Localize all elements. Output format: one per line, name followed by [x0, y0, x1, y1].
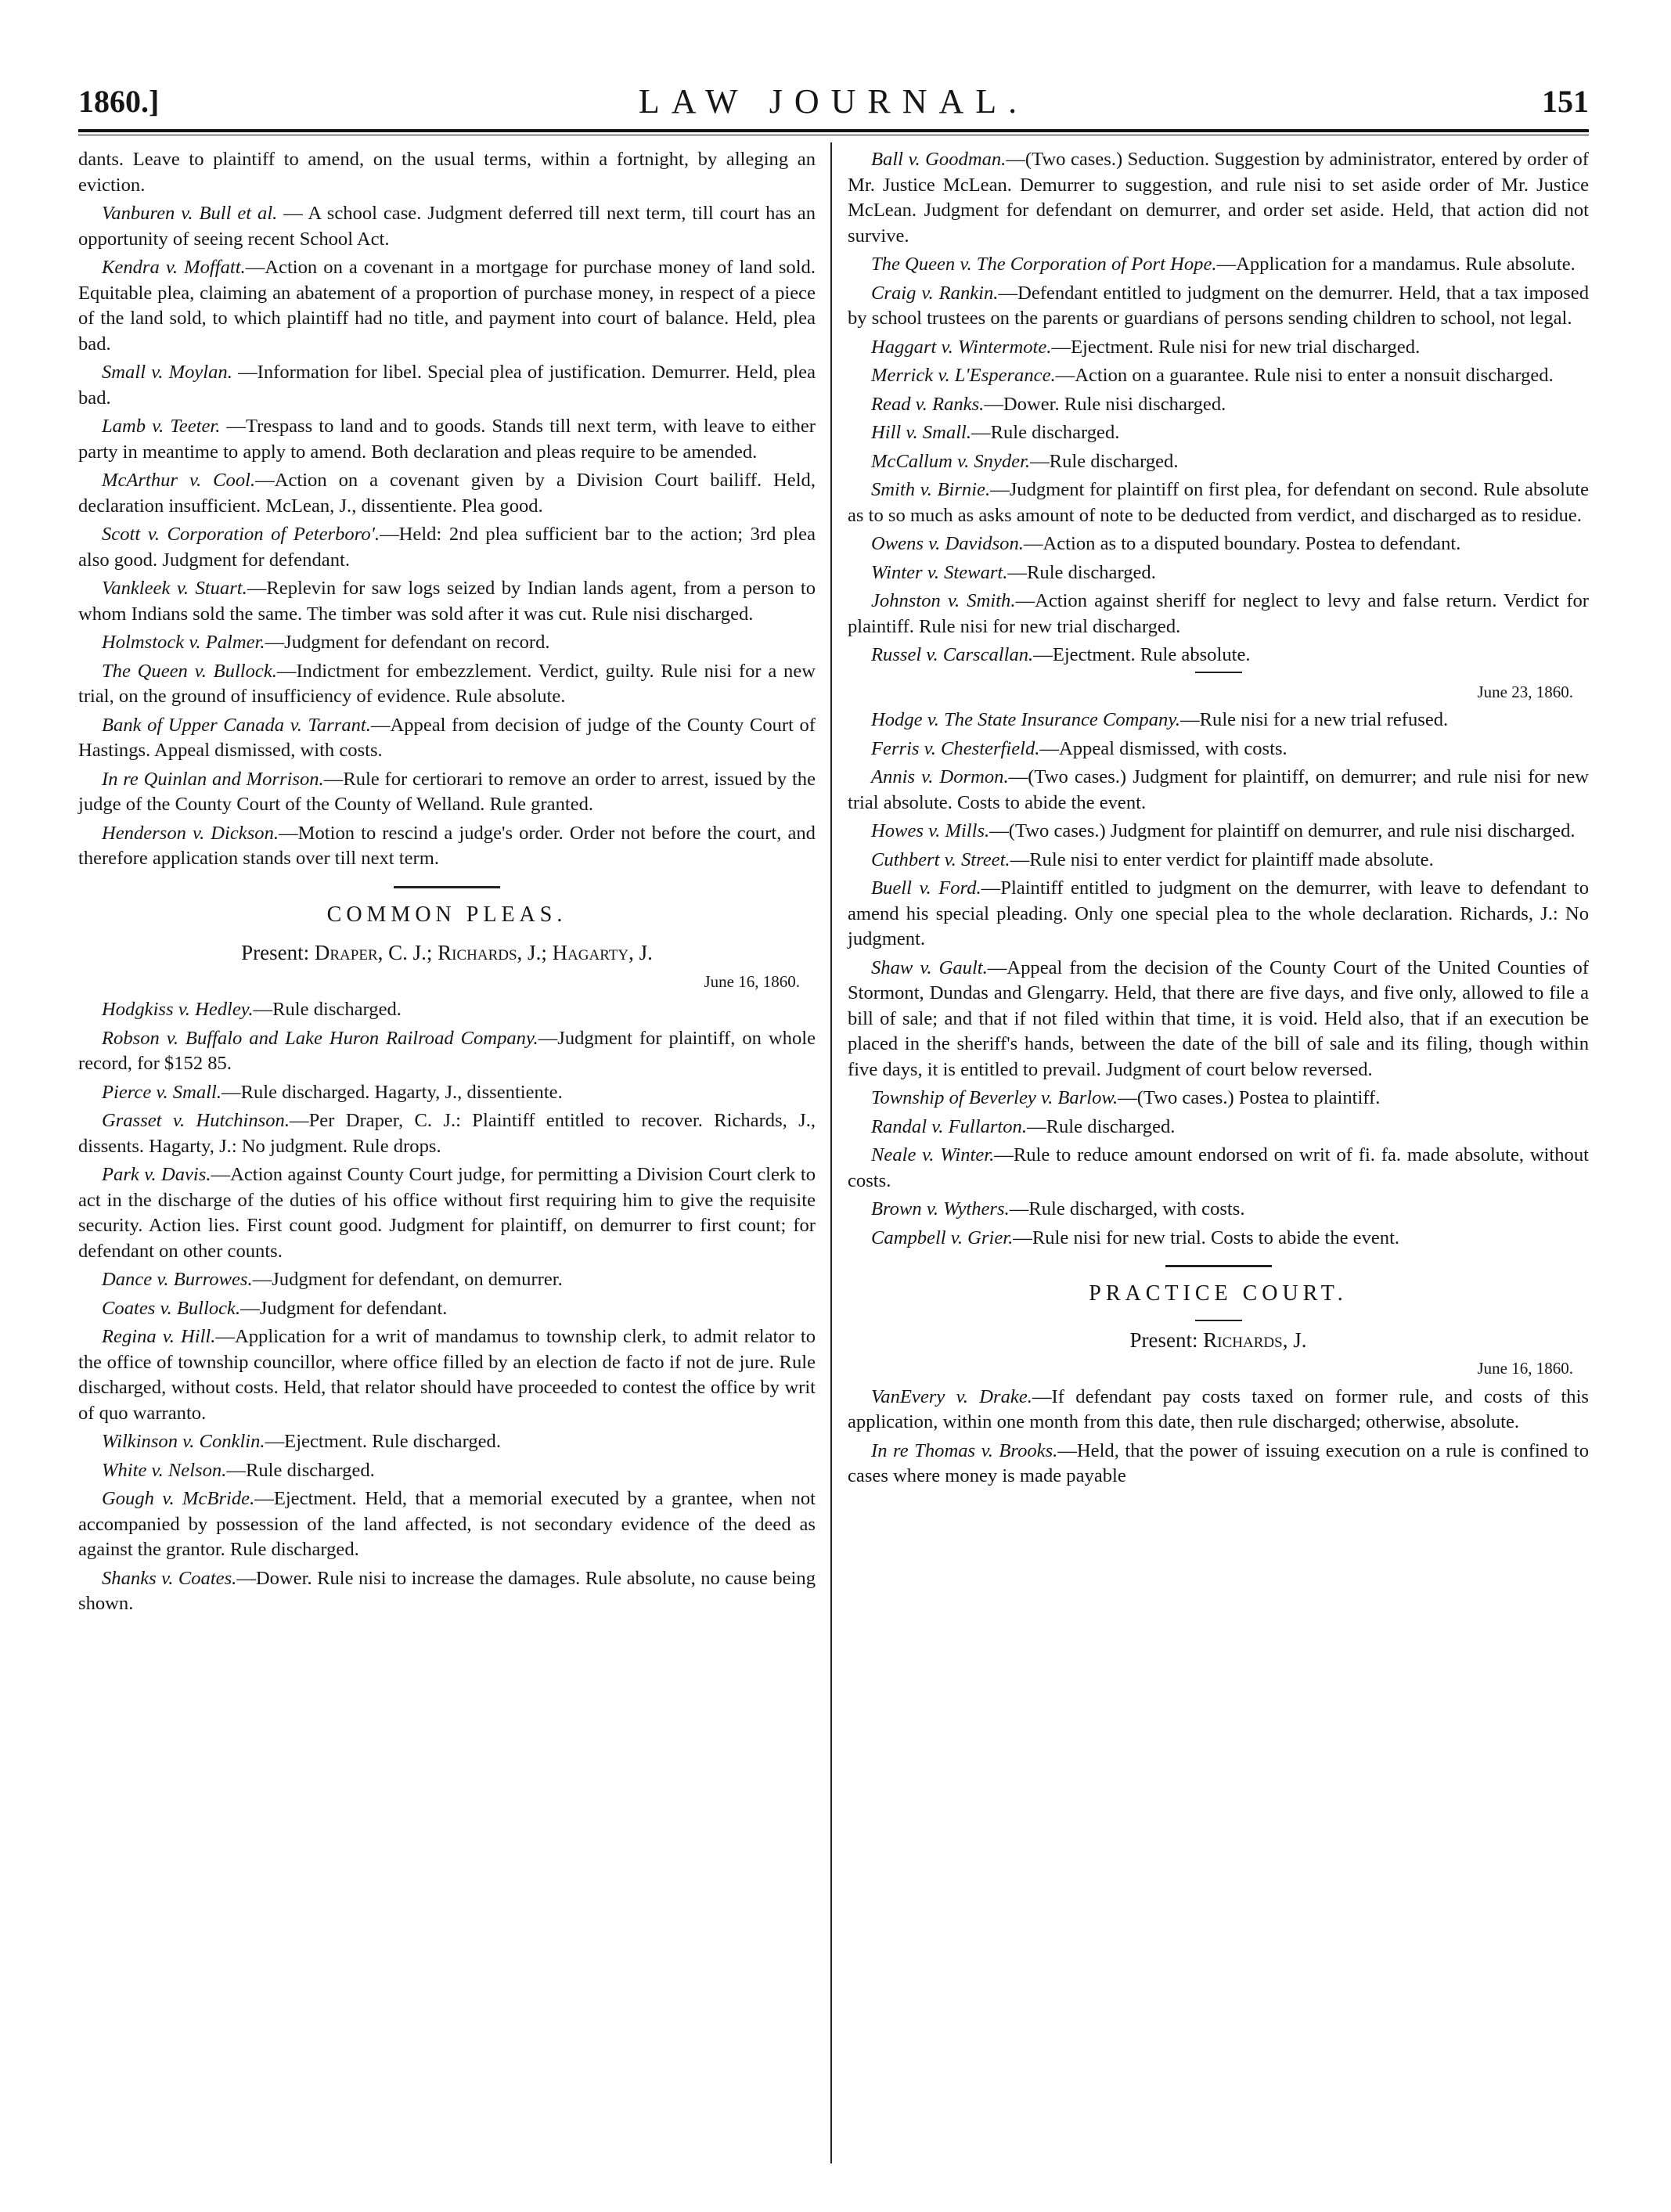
- case-text: —(Two cases.) Seduction. Suggestion by administrator, entered by order of Mr. Justice McLean. Demurrer to suggestion, and rule nisi to set aside order of Mr. Justice McLean. Judgment for defendant on demurrer, and order set aside. Held, that action did not survive.: [848, 149, 1589, 247]
- section-rule: [394, 886, 500, 888]
- case-entry: [848, 1086, 1589, 1111]
- case-entry: [78, 147, 816, 198]
- present-label: Present:: [1129, 1328, 1198, 1352]
- case-text: —Judgment for plaintiff, on whole record, for $152 85.: [78, 1027, 816, 1074]
- sitting-date-june-23: June 23, 1860.: [1477, 682, 1573, 701]
- case-name: Read v. Ranks.: [871, 393, 985, 415]
- case-text: —Judgment for defendant on record.: [265, 632, 550, 653]
- case-text: — A school case. Judgment deferred till next term, till court has an opportunity of seeing recent School Act.: [78, 203, 816, 250]
- case-entry: [78, 997, 816, 1023]
- right-column: [848, 147, 1589, 1493]
- case-name: Smith v. Birnie.: [871, 479, 991, 500]
- case-text: —Replevin for saw logs seized by Indian lands agent, from a person to whom Indians sold the same. The timber was sold after it was cut. Rule nisi discharged.: [78, 578, 816, 625]
- case-entry: [78, 1267, 816, 1293]
- case-entry: [848, 281, 1589, 332]
- case-text: —Action on a covenant in a mortgage for purchase money of land sold. Equitable plea, claiming an abatement of a proportion of purchase money, in respect of a piece of the land sold, to which plaintiff had no title, and payment into court of balance. Held, plea bad.: [78, 257, 816, 355]
- case-text: —Rule discharged, with costs.: [1009, 1198, 1245, 1219]
- present-label: Present:: [241, 941, 310, 964]
- date-rule: [1195, 672, 1242, 673]
- case-text: —Application for a mandamus. Rule absolute.: [1216, 254, 1576, 275]
- case-text: —Rule nisi for new trial. Costs to abide the event.: [1013, 1227, 1400, 1248]
- case-text: —Judgment for plaintiff on first plea, for defendant on second. Rule absolute as to so much as asks amount of note to be deducted from verdict, and discharged as to residue.: [848, 479, 1589, 526]
- case-entry: [848, 252, 1589, 278]
- case-entry: [848, 819, 1589, 845]
- case-name: Brown v. Wythers.: [871, 1198, 1010, 1219]
- case-entry: [78, 1429, 816, 1455]
- case-entry: [78, 201, 816, 252]
- column-divider: [830, 142, 832, 2163]
- case-entry: [848, 420, 1589, 446]
- title-rule: [1195, 1320, 1242, 1321]
- case-entry: [78, 1486, 816, 1563]
- june-23-cases: [848, 708, 1589, 1251]
- case-entry: [848, 1197, 1589, 1223]
- header-year: 1860.]: [78, 84, 160, 119]
- case-text: —Rule discharged.: [1030, 450, 1179, 472]
- case-name: Kendra v. Moffatt.: [102, 257, 246, 278]
- present-judges: [78, 940, 816, 966]
- case-entry: [848, 531, 1589, 557]
- present-names: Richards, J.: [1203, 1328, 1307, 1352]
- section-title-practice-court: PRACTICE COURT.: [1089, 1281, 1348, 1306]
- case-text: —Motion to rescind a judge's order. Order not before the court, and therefore application stands over till next term.: [78, 822, 816, 869]
- common-pleas-cases: [78, 997, 816, 1617]
- case-name: Neale v. Winter.: [871, 1144, 995, 1165]
- case-name: Cuthbert v. Street.: [871, 848, 1010, 870]
- case-text: —Rule for certiorari to remove an order to arrest, issued by the judge of the County Court of the County of Welland. Rule granted.: [78, 768, 816, 815]
- case-name: Pierce v. Small.: [102, 1081, 221, 1103]
- case-name: Small v. Moylan.: [102, 362, 232, 383]
- case-name: Howes v. Mills.: [871, 820, 990, 841]
- case-text: —Indictment for embezzlement. Verdict, guilty. Rule nisi for a new trial, on the ground of insufficiency of evidence. Rule absolute.: [78, 660, 816, 707]
- case-entry: [848, 392, 1589, 418]
- case-text: —Ejectment. Held, that a memorial executed by a grantee, when not accompanied by possession of the land affected, is not secondary evidence of the deed as against the grantor. Rule discharged.: [78, 1488, 816, 1560]
- section-rule: [1165, 1265, 1272, 1267]
- practice-court-cases: [848, 1385, 1589, 1490]
- case-text: —Held, that the power of issuing execution on a rule is confined to cases where money is made payable: [848, 1439, 1590, 1486]
- header-rule: [78, 129, 1589, 132]
- case-name: Campbell v. Grier.: [871, 1227, 1014, 1248]
- case-name: The Queen v. Bullock.: [102, 660, 277, 682]
- case-entry: [78, 468, 816, 519]
- case-name: Wilkinson v. Conklin.: [102, 1431, 265, 1452]
- case-text: —Action on a covenant given by a Division Court bailiff. Held, declaration insufficient. McLean, J., dissentiente. Plea good.: [78, 470, 816, 517]
- case-entry: [78, 1566, 816, 1617]
- case-text: —(Two cases.) Judgment for plaintiff on demurrer, and rule nisi discharged.: [989, 820, 1576, 841]
- case-text: —If defendant pay costs taxed on former rule, and costs of this application, within one month from this date, then rule discharged; otherwise, absolute.: [848, 1385, 1589, 1432]
- case-name: Gough v. McBride.: [102, 1488, 255, 1509]
- case-text: —(Two cases.) Postea to plaintiff.: [1118, 1087, 1381, 1108]
- case-text: —Rule discharged.: [1007, 561, 1156, 583]
- case-entry: [848, 1385, 1589, 1436]
- case-name: Merrick v. L'Esperance.: [871, 365, 1056, 386]
- case-list-continued: [78, 147, 816, 872]
- case-text: —Ejectment. Rule nisi for new trial discharged.: [1051, 336, 1421, 358]
- case-entry: [78, 1162, 816, 1264]
- case-name: In re Quinlan and Morrison.: [102, 768, 324, 790]
- case-entry: [848, 477, 1589, 528]
- case-entry: [848, 1143, 1589, 1194]
- case-text: —Information for libel. Special plea of justification. Demurrer. Held, plea bad.: [78, 362, 816, 409]
- case-text: —(Two cases.) Judgment for plaintiff, on demurrer; and rule nisi for new trial absolute. Costs to abide the event.: [848, 766, 1589, 813]
- case-name: Robson v. Buffalo and Lake Huron Railroad Company.: [102, 1027, 538, 1049]
- case-text: —Rule discharged. Hagarty, J., dissentiente.: [221, 1081, 563, 1103]
- case-entry: [78, 1080, 816, 1106]
- case-text: —Action as to a disputed boundary. Postea to defendant.: [1023, 533, 1461, 554]
- case-name: Hodge v. The State Insurance Company.: [871, 709, 1181, 730]
- case-name: McArthur v. Cool.: [102, 470, 256, 491]
- case-name: Park v. Davis.: [102, 1164, 211, 1185]
- case-entry: [78, 821, 816, 872]
- case-text: —Defendant entitled to judgment on the demurrer. Held, that a tax imposed by school trustees on the parents or guardians of persons sending children to school, not legal.: [848, 282, 1589, 329]
- case-text: —Trespass to land and to goods. Stands till next term, with leave to either party in meantime to apply to amend. Both declaration and pleas require to be amended.: [78, 416, 816, 463]
- case-entry: [848, 560, 1589, 586]
- case-name: Hodgkiss v. Hedley.: [102, 999, 254, 1020]
- case-entry: [848, 1226, 1589, 1252]
- case-text: —Rule discharged.: [971, 422, 1120, 443]
- case-text: —Judgment for defendant.: [240, 1297, 448, 1319]
- case-entry: [78, 630, 816, 656]
- case-text: —Rule nisi to enter verdict for plaintiff made absolute.: [1010, 848, 1434, 870]
- sitting-date: June 16, 1860.: [704, 971, 800, 991]
- case-text: —Application for a writ of mandamus to township clerk, to admit relator to the office of township councillor, where office filled by an election de facto if not de jure. Rule discharged, without costs. Held, that relator should have proceeded to contest the office by writ of quo warranto.: [78, 1326, 816, 1424]
- case-name: Hill v. Small.: [871, 422, 971, 443]
- common-pleas-cases-continued: [848, 147, 1589, 668]
- case-entry: [848, 1115, 1589, 1140]
- case-name: Township of Beverley v. Barlow.: [871, 1087, 1118, 1108]
- case-text: —Rule discharged.: [1027, 1115, 1176, 1137]
- case-text: —Rule nisi for a new trial refused.: [1180, 709, 1449, 730]
- present-names: Draper, C. J.; Richards, J.; Hagarty, J.: [314, 941, 653, 964]
- case-entry: [78, 659, 816, 710]
- case-entry: [848, 643, 1589, 668]
- case-entry: [78, 1458, 816, 1484]
- case-name: Scott v. Corporation of Peterboro'.: [102, 524, 380, 545]
- case-name: McCallum v. Snyder.: [871, 450, 1031, 472]
- case-name: Annis v. Dormon.: [871, 766, 1009, 787]
- case-name: Ball v. Goodman.: [871, 149, 1007, 170]
- case-name: Vankleek v. Stuart.: [102, 578, 247, 599]
- case-entry: [848, 449, 1589, 475]
- case-name: Henderson v. Dickson.: [102, 822, 279, 844]
- case-name: Craig v. Rankin.: [871, 282, 999, 304]
- case-text: —Per Draper, C. J.: Plaintiff entitled to recover. Richards, J., dissents. Hagarty, J.: No judgment. Rule drops.: [78, 1110, 816, 1157]
- case-entry: [848, 876, 1589, 953]
- case-name: Coates v. Bullock.: [102, 1297, 241, 1319]
- case-entry: [78, 255, 816, 357]
- present-judge: [848, 1328, 1589, 1353]
- case-name: Winter v. Stewart.: [871, 561, 1008, 583]
- case-name: Russel v. Carscallan.: [871, 644, 1034, 665]
- case-entry: [848, 363, 1589, 389]
- case-text: —Held: 2nd plea sufficient bar to the action; 3rd plea also good. Judgment for defendant.: [78, 524, 816, 571]
- case-text: —Dower. Rule nisi discharged.: [984, 393, 1226, 415]
- case-entry: [78, 576, 816, 627]
- journal-title: LAW JOURNAL.: [638, 82, 1029, 121]
- case-text: —Judgment for defendant, on demurrer.: [252, 1269, 563, 1290]
- page-number: 151: [1542, 84, 1589, 119]
- case-name: Vanburen v. Bull et al.: [102, 203, 278, 224]
- case-name: Randal v. Fullarton.: [871, 1115, 1028, 1137]
- case-name: Grasset v. Hutchinson.: [102, 1110, 290, 1131]
- case-entry: [848, 848, 1589, 874]
- case-entry: [848, 708, 1589, 733]
- section-title-common-pleas: COMMON PLEAS.: [326, 902, 567, 927]
- case-entry: [78, 1026, 816, 1077]
- case-entry: [78, 1324, 816, 1426]
- left-column: [78, 147, 816, 1620]
- case-text: —Appeal from the decision of the County Court of the United Counties of Stormont, Dundas and Glengarry. Held, that there are five days, and five only, allowed to file a bill of sale; and that if not filed within that time, it is void. Held also, that if an execution be placed in the sheriff's hands, between the date of the bill of sale and its filing, though within five days, it is entitled to prevail. Judgment of court below reversed.: [848, 956, 1590, 1080]
- case-name: White v. Nelson.: [102, 1459, 227, 1481]
- case-name: Dance v. Burrowes.: [102, 1269, 253, 1290]
- case-entry: [848, 589, 1589, 639]
- case-name: Regina v. Hill.: [102, 1326, 216, 1347]
- case-text: —Rule discharged.: [253, 999, 402, 1020]
- case-name: Bank of Upper Canada v. Tarrant.: [102, 714, 371, 736]
- case-entry: [78, 414, 816, 465]
- case-name: Haggart v. Wintermote.: [871, 336, 1052, 358]
- case-entry: [848, 147, 1589, 249]
- case-name: Lamb v. Teeter.: [102, 416, 221, 437]
- case-entry: [848, 765, 1589, 816]
- case-name: Holmstock v. Palmer.: [102, 632, 265, 653]
- case-name: Shanks v. Coates.: [102, 1567, 237, 1589]
- case-name: The Queen v. The Corporation of Port Hope.: [871, 254, 1217, 275]
- case-name: Owens v. Davidson.: [871, 533, 1024, 554]
- case-text: —Action against sheriff for neglect to levy and false return. Verdict for plaintiff. Rule nisi for new trial discharged.: [848, 590, 1589, 637]
- case-name: Shaw v. Gault.: [871, 956, 988, 978]
- case-text: —Rule to reduce amount endorsed on writ of fi. fa. made absolute, without costs.: [848, 1144, 1589, 1191]
- case-text: —Dower. Rule nisi to increase the damages. Rule absolute, no cause being shown.: [78, 1567, 816, 1614]
- case-name: Johnston v. Smith.: [871, 590, 1016, 611]
- case-text: —Appeal from decision of judge of the County Court of Hastings. Appeal dismissed, with costs.: [78, 714, 816, 761]
- case-entry: [78, 713, 816, 764]
- case-entry: [78, 767, 816, 818]
- case-name: VanEvery v. Drake.: [871, 1385, 1032, 1407]
- case-entry: [78, 360, 816, 411]
- case-text: —Plaintiff entitled to judgment on the demurrer, with leave to defendant to amend his special pleading. Only one special plea to the whole declaration. Richards, J.: No judgment.: [848, 877, 1589, 949]
- case-entry: [848, 956, 1589, 1083]
- case-name: Buell v. Ford.: [871, 877, 981, 899]
- case-text: —Ejectment. Rule discharged.: [265, 1431, 501, 1452]
- case-entry: [78, 522, 816, 573]
- case-name: Ferris v. Chesterfield.: [871, 737, 1040, 759]
- case-text: —Action against County Court judge, for permitting a Division Court clerk to act in the discharge of the duties of his office without first requiring him to give the requisite security. Action lies. First count good. Judgment for plaintiff, on demurrer to first count; for defendant on other counts.: [78, 1164, 816, 1262]
- sitting-date: June 16, 1860.: [1477, 1359, 1573, 1378]
- case-name: In re Thomas v. Brooks.: [871, 1439, 1058, 1461]
- case-text: —Action on a guarantee. Rule nisi to enter a nonsuit discharged.: [1055, 365, 1554, 386]
- case-entry: [78, 1108, 816, 1159]
- case-entry: [848, 1439, 1589, 1490]
- case-entry: [848, 335, 1589, 361]
- case-text: dants. Leave to plaintiff to amend, on the usual terms, within a fortnight, by alleging an eviction.: [78, 149, 816, 196]
- case-text: —Rule discharged.: [226, 1459, 375, 1481]
- case-entry: [78, 1296, 816, 1322]
- case-text: —Ejectment. Rule absolute.: [1033, 644, 1251, 665]
- case-entry: [848, 737, 1589, 762]
- case-text: —Appeal dismissed, with costs.: [1039, 737, 1287, 759]
